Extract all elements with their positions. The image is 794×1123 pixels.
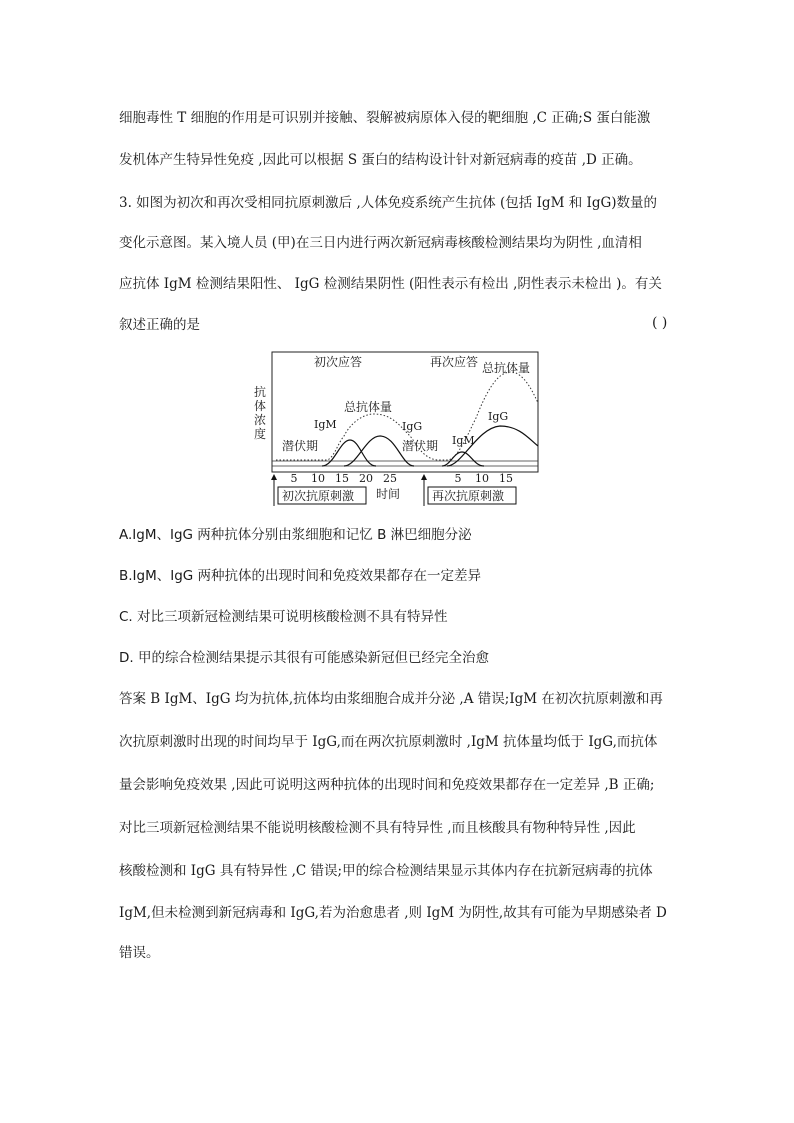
- question-line: 3. 如图为初次和再次受相同抗原刺激后 ,人体免疫系统产生抗体 (包括 IgM 和 IgG)数量的: [119, 195, 658, 211]
- tick-label: 10: [475, 472, 489, 485]
- igg-label: IgG: [488, 410, 509, 423]
- answer-line: 次抗原刺激时出现的时间均早于 IgG,而在两次抗原刺激时 ,IgM 抗体量均低于 IgG,而抗体: [119, 734, 658, 750]
- antibody-figure: [252, 348, 542, 508]
- question-line: 应抗体 IgM 检测结果阳性、 IgG 检测结果阴性 (阳性表示有检出 ,阴性表示未检出 )。有关: [119, 276, 662, 292]
- tick-label: 10: [311, 472, 325, 485]
- option-a: A.IgM、IgG 两种抗体分别由浆细胞和记忆 B 淋巴细胞分泌: [119, 527, 472, 543]
- tick-label: 15: [335, 472, 349, 485]
- tick-label: 5: [290, 472, 298, 485]
- total-antibody-label: 总抗体量: [344, 400, 393, 414]
- secondary-response-label: 再次应答: [430, 355, 479, 369]
- igm-label: IgM: [314, 418, 337, 431]
- answer-line: 对比三项新冠检测结果不能说明核酸检测不具有特异性 ,而且核酸具有物种特异性 ,因此: [119, 820, 636, 836]
- question-line: 叙述正确的是: [119, 317, 200, 333]
- tick-label: 15: [499, 472, 513, 485]
- secondary-ticks: [455, 472, 514, 485]
- answer-line: 答案 B IgM、IgG 均为抗体,抗体均由浆细胞合成并分泌 ,A 错误;IgM 在初次抗原刺激和再: [119, 691, 663, 707]
- tick-label: 20: [359, 472, 373, 485]
- tick-label: 5: [454, 472, 462, 485]
- x-axis-label: 时间: [376, 487, 401, 501]
- igm-label: IgM: [452, 434, 475, 447]
- paragraph-line: 发机体产生特异性免疫 ,因此可以根据 S 蛋白的结构设计针对新冠病毒的疫苗 ,D 正确。: [119, 152, 642, 168]
- question-line: 变化示意图。某入境人员 (甲)在三日内进行两次新冠病毒核酸检测结果均为阴性 ,血清相: [119, 235, 642, 251]
- tick-label: 25: [383, 472, 397, 485]
- igm-secondary-curve: [442, 452, 484, 466]
- paragraph-line: 细胞毒性 T 细胞的作用是可识别并接触、裂解被病原体入侵的靶细胞 ,C 正确;S 蛋白能激: [119, 110, 651, 126]
- answer-line: 量会影响免疫效果 ,因此可说明这两种抗体的出现时间和免疫效果都存在一定差异 ,B 正确;: [119, 777, 655, 793]
- option-b: B.IgM、IgG 两种抗体的出现时间和免疫效果都存在一定差异: [119, 568, 482, 584]
- answer-bracket: ( ): [652, 315, 668, 331]
- latent-period-label: 潜伏期: [402, 439, 439, 453]
- answer-line: IgM,但未检测到新冠病毒和 IgG,若为治愈患者 ,则 IgM 为阴性,故其有可能为早期感染者 D: [119, 905, 667, 921]
- option-d: D. 甲的综合检测结果提示其很有可能感染新冠但已经完全治愈: [119, 650, 489, 666]
- primary-stimulus-label: 初次抗原刺激: [282, 489, 355, 503]
- answer-line: 错误。: [119, 945, 160, 961]
- secondary-stimulus-label: 再次抗原刺激: [432, 489, 505, 503]
- primary-response-label: 初次应答: [314, 355, 363, 369]
- option-c: C. 对比三项新冠检测结果可说明核酸检测不具有特异性: [119, 609, 448, 625]
- total-antibody-label: 总抗体量: [482, 361, 531, 375]
- answer-line: 核酸检测和 IgG 具有特异性 ,C 错误;甲的综合检测结果显示其体内存在抗新冠病毒的抗体: [119, 863, 653, 879]
- y-axis-label: 抗体浓度: [254, 385, 267, 441]
- primary-ticks: [291, 472, 398, 485]
- latent-period-label: 潜伏期: [282, 439, 319, 453]
- stimulus-arrow-head: [421, 474, 427, 480]
- stimulus-arrow-head: [271, 474, 277, 480]
- igg-label: IgG: [402, 420, 423, 433]
